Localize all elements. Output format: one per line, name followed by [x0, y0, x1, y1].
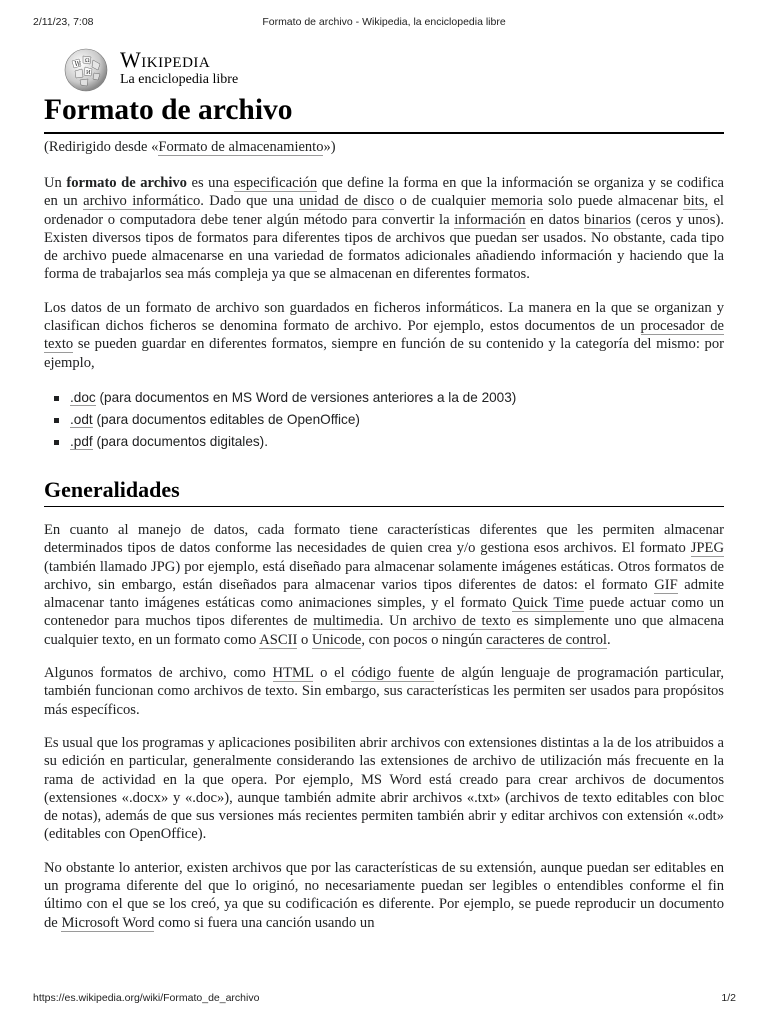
paragraph-no-obstante: No obstante lo anterior, existen archivos que por las características de su extensión, aunque puedan ser editables en un programa diferente del que lo originó, no necesariamente puedan ser legibles o entendibles conforme el fin último con el que se los creó, ya que su codificación es diferente. Por ejemplo, se puede reproducir un documento de Microsoft Word como si fuera una canción usando un	[44, 859, 724, 931]
link-microsoft-word[interactable]: Microsoft Word	[61, 914, 155, 931]
wikipedia-wordmark	[120, 48, 238, 88]
link-html[interactable]: HTML	[272, 665, 314, 682]
link-bits[interactable]: bits,	[683, 193, 709, 210]
list-item: .odt (para documentos editables de OpenOffice)	[70, 409, 724, 431]
print-header	[0, 16, 768, 32]
list-item: .pdf (para documentos digitales).	[70, 431, 724, 453]
link-archivo-informatico[interactable]: archivo informático	[83, 193, 201, 210]
link-quick-time[interactable]: Quick Time	[512, 595, 584, 612]
logo-name: Wikipedia	[120, 47, 211, 72]
article-content	[44, 90, 724, 947]
format-list	[44, 387, 724, 453]
link-odt[interactable]: .odt	[70, 411, 93, 427]
paragraph-datos: Los datos de un formato de archivo son guardados en ficheros informáticos. La manera en la que se organizan y clasifican dichos ficheros se denomina formato de archivo. Por ejemplo, estos documentos de un procesador de texto se pueden guardar en diferentes formatos, siempre en función de su contenido y la categoría del mismo: por ejemplo,	[44, 299, 724, 371]
link-ascii[interactable]: ASCII	[259, 631, 298, 648]
link-procesador-de-texto[interactable]: procesador de texto	[44, 318, 724, 353]
svg-text:И: И	[86, 70, 91, 76]
svg-text:Ω: Ω	[85, 58, 90, 64]
page-title: Formato de archivo	[44, 90, 724, 134]
paragraph-extensiones: Es usual que los programas y aplicaciones posibiliten abrir archivos con extensiones distintas a la de los atribuidos a su edición en particular, generalmente considerando las extensiones de archivo de utilización más frecuente en la rama de actividad en la que opera. Por ejemplo, MS Word está creado para crear archivos de documentos (extensiones «.docx» y «.doc»), aunque también admite abrir archivos «.txt» (archivos de texto editables con bloc de notas), además de que sus versiones más recientes permiten también abrir y editar archivos con extensión «.odt» (editables con OpenOffice).	[44, 734, 724, 843]
link-memoria[interactable]: memoria	[490, 193, 543, 210]
link-unidad-de-disco[interactable]: unidad de disco	[299, 193, 395, 210]
paragraph-html: Algunos formatos de archivo, como HTML o el código fuente de algún lenguaje de programación particular, también funcionan como archivos de texto. Sin embargo, sus características les permiten ser usados para propósitos más específicos.	[44, 665, 725, 718]
link-doc[interactable]: .doc	[70, 389, 96, 405]
wikipedia-globe-icon	[62, 46, 110, 94]
print-page-number: 1/2	[721, 992, 736, 1004]
print-url: https://es.wikipedia.org/wiki/Formato_de_archivo	[33, 992, 260, 1004]
svg-text:W: W	[74, 61, 81, 68]
intro-paragraph: Un formato de archivo es una especificación que define la forma en que la información se organiza y se codifica en un archivo informático. Dado que una unidad de disco o de cualquier memoria solo puede almacenar bits, el ordenador o computadora debe tener algún método para convertir la información en datos binarios (ceros y unos). Existen diversos tipos de formatos para diferentes tipos de archivos que puedan ser usados. No obstante, cada tipo de archivo puede almacenarse en una variedad de formatos adicionales añadiendo información y haciendo que la forma de trabajarlos sea más compleja ya que se almacenan en diferentes formatos.	[44, 175, 724, 283]
link-especificacion[interactable]: especificación	[233, 175, 318, 191]
link-codigo-fuente[interactable]: código fuente	[351, 665, 435, 682]
link-binarios[interactable]: binarios	[584, 211, 632, 228]
section-heading-generalidades: Generalidades	[44, 475, 724, 507]
link-archivo-de-texto[interactable]: archivo de texto	[412, 613, 511, 630]
logo-tagline: La enciclopedia libre	[120, 72, 239, 87]
link-unicode[interactable]: Unicode	[311, 631, 362, 648]
print-footer	[0, 992, 768, 1008]
link-jpeg[interactable]: JPEG	[690, 540, 724, 557]
link-pdf[interactable]: .pdf	[70, 433, 93, 449]
print-title: Formato de archivo - Wikipedia, la enciclopedia libre	[262, 16, 506, 28]
redirect-link[interactable]: Formato de almacenamiento	[158, 139, 324, 155]
link-informacion[interactable]: información	[454, 211, 526, 228]
list-item: .doc (para documentos en MS Word de versiones anteriores a la de 2003)	[70, 387, 724, 409]
redirect-notice: (Redirigido desde «Formato de almacenamiento»)	[44, 139, 336, 155]
link-caracteres-de-control[interactable]: caracteres de control	[486, 631, 607, 648]
print-date: 2/11/23, 7:08	[33, 16, 94, 28]
paragraph-manejo-datos: En cuanto al manejo de datos, cada formato tiene características diferentes que les permiten almacenar determinados tipos de datos conforme las necesidades de quien crea y/o gestiona esos archivos. El formato JPEG (también llamado JPG) por ejemplo, está diseñado para almacenar solamente imágenes estáticas. Otros formatos de archivo, sin embargo, están diseñados para almacenar varios tipos diferentes de datos: el formato GIF admite almacenar tanto imágenes estáticas como animaciones simples, y el formato Quick Time puede actuar como un contenedor para muchos tipos diferentes de multimedia. Un archivo de texto es simplemente uno que almacena cualquier texto, en un formato como ASCII o Unicode, con pocos o ningún caracteres de control.	[44, 521, 724, 648]
link-gif[interactable]: GIF	[654, 576, 678, 593]
link-multimedia[interactable]: multimedia	[313, 613, 380, 630]
